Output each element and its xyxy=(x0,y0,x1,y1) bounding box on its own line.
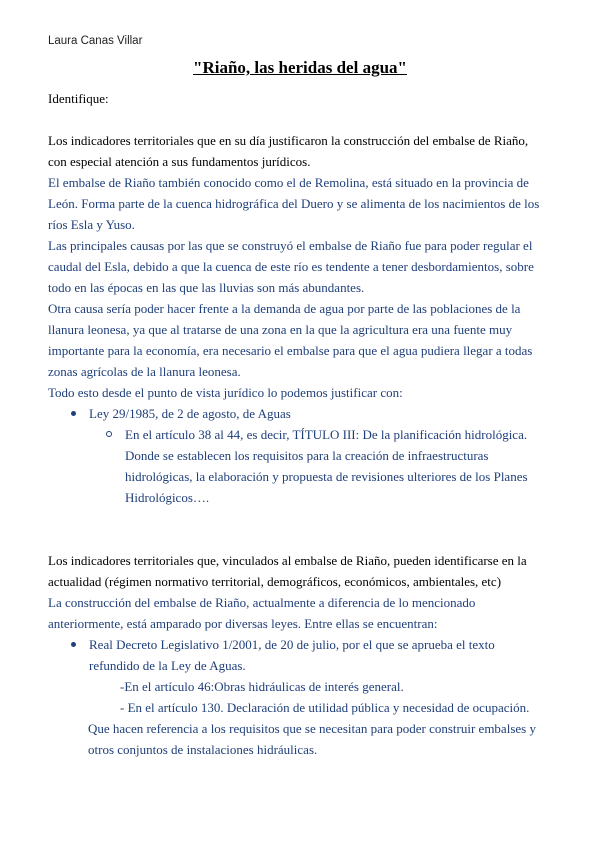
document-body xyxy=(48,88,548,760)
answer-1-paragraph-4: Todo esto desde el punto de vista jurídico lo podemos justificar con: xyxy=(48,385,403,400)
question-2: Los indicadores territoriales que, vinculados al embalse de Riaño, pueden identificarse en la actualidad (régimen normativo territorial, demográficos, económicos, ambientales, etc) xyxy=(48,553,527,589)
sub-list-item: En el artículo 38 al 44, es decir, TÍTULO III: De la planificación hidrológica. Donde se establecen los requisitos para la creación de infraestructuras hidrológicas, la elaboración y propuesta de revisiones ulteriores de los Planes Hidrológicos…. xyxy=(48,424,548,508)
identify-label: Identifique: xyxy=(48,91,109,106)
list-item: Real Decreto Legislativo 1/2001, de 20 de julio, por el que se aprueba el texto refundido de la Ley de Aguas. xyxy=(48,634,548,676)
answer-2-list xyxy=(48,634,548,676)
answer-1-paragraph-3: Otra causa sería poder hacer frente a la demanda de agua por parte de las poblaciones de la llanura leonesa, ya que al tratarse de una zona en la que la agricultura era una fuente muy importante para la economía, era necesario el embalse para que el agua pudiera llegar a todas zonas agrícolas de la llanura leonesa. xyxy=(48,301,533,379)
list-item: Ley 29/1985, de 2 de agosto, de Aguas xyxy=(48,403,548,424)
article-46-line: -En el artículo 46:Obras hidráulicas de interés general. xyxy=(120,679,404,694)
article-130-line: - En el artículo 130. Declaración de utilidad pública y necesidad de ocupación. xyxy=(120,700,530,715)
document-title: "Riaño, las heridas del agua" xyxy=(193,58,407,77)
answer-2-intro: La construcción del embalse de Riaño, actualmente a diferencia de lo mencionado anteriormente, está amparado por diversas leyes. Entre ellas se encuentran: xyxy=(48,595,476,631)
answer-1-paragraph-1: El embalse de Riaño también conocido como el de Remolina, está situado en la provincia de León. Forma parte de la cuenca hidrográfica del Duero y se alimenta de los nacimientos de los ríos Esla y Yuso. xyxy=(48,175,540,232)
answer-1-list xyxy=(48,403,548,508)
answer-1-paragraph-2: Las principales causas por las que se construyó el embalse de Riaño fue para poder regular el caudal del Esla, debido a que la cuenca de este río es tendente a tener desbordamientos, sobre todo en las épocas en las que las lluvias son más abundantes. xyxy=(48,238,534,295)
author-name: Laura Canas Villar xyxy=(48,35,143,47)
question-1: Los indicadores territoriales que en su día justificaron la construcción del embalse de Riaño, con especial atención a sus fundamentos jurídicos. xyxy=(48,133,529,169)
answer-2-closing: Que hacen referencia a los requisitos que se necesitan para poder construir embalses y otros conjuntos de instalaciones hidráulicas. xyxy=(88,721,536,757)
